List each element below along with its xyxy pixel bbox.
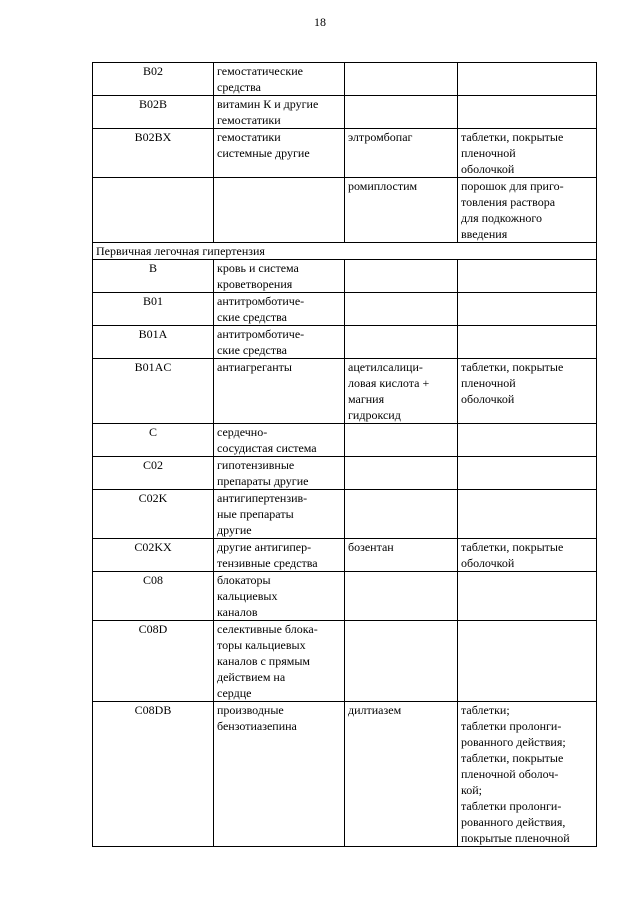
section-row: [93, 243, 597, 260]
table-row: [93, 326, 597, 359]
drug-name-cell: [345, 293, 458, 326]
atc-code-cell: C02KX: [93, 539, 214, 572]
drug-name-cell: [345, 96, 458, 129]
drug-table: [92, 62, 597, 847]
dosage-form-cell: таблетки; таблетки пролонги- рованного действия; таблетки, покрытые пленочной оболоч- кой; таблетки пролонги- рованного действия, покрытые пленочной: [458, 702, 597, 847]
dosage-form-cell: [458, 63, 597, 96]
table-row: [93, 457, 597, 490]
dosage-form-cell: [458, 260, 597, 293]
table-row: [93, 490, 597, 539]
table-row: [93, 359, 597, 424]
table-row: [93, 96, 597, 129]
dosage-form-cell: [458, 293, 597, 326]
dosage-form-cell: [458, 326, 597, 359]
drug-name-cell: дилтиазем: [345, 702, 458, 847]
atc-code-cell: [93, 178, 214, 243]
drug-name-cell: [345, 490, 458, 539]
dosage-form-cell: [458, 424, 597, 457]
atc-code-cell: B02BX: [93, 129, 214, 178]
drug-name-cell: бозентан: [345, 539, 458, 572]
drug-name-cell: [345, 572, 458, 621]
table-row: [93, 539, 597, 572]
drug-table-body: [93, 63, 597, 847]
page-number: 18: [314, 15, 326, 29]
dosage-form-cell: порошок для приго- товления раствора для подкожного введения: [458, 178, 597, 243]
table-row: [93, 572, 597, 621]
atc-code-cell: C08: [93, 572, 214, 621]
group-name-cell: витамин К и другие гемостатики: [214, 96, 345, 129]
group-name-cell: гипотензивные препараты другие: [214, 457, 345, 490]
drug-name-cell: [345, 457, 458, 490]
atc-code-cell: B02B: [93, 96, 214, 129]
group-name-cell: гемостатические средства: [214, 63, 345, 96]
dosage-form-cell: таблетки, покрытые пленочной оболочкой: [458, 359, 597, 424]
group-name-cell: [214, 178, 345, 243]
atc-code-cell: C02K: [93, 490, 214, 539]
table-row: [93, 129, 597, 178]
drug-name-cell: элтромбопаг: [345, 129, 458, 178]
group-name-cell: сердечно- сосудистая система: [214, 424, 345, 457]
table-row: [93, 621, 597, 702]
group-name-cell: гемостатики системные другие: [214, 129, 345, 178]
table-row: [93, 702, 597, 847]
atc-code-cell: C02: [93, 457, 214, 490]
group-name-cell: антиагреганты: [214, 359, 345, 424]
drug-name-cell: [345, 424, 458, 457]
atc-code-cell: B01AC: [93, 359, 214, 424]
dosage-form-cell: [458, 621, 597, 702]
group-name-cell: кровь и система кроветворения: [214, 260, 345, 293]
dosage-form-cell: [458, 490, 597, 539]
drug-name-cell: [345, 621, 458, 702]
table-row: [93, 260, 597, 293]
drug-name-cell: [345, 326, 458, 359]
dosage-form-cell: [458, 572, 597, 621]
group-name-cell: другие антигипер- тензивные средства: [214, 539, 345, 572]
table-row: [93, 424, 597, 457]
atc-code-cell: B02: [93, 63, 214, 96]
table-row: [93, 63, 597, 96]
group-name-cell: блокаторы кальциевых каналов: [214, 572, 345, 621]
dosage-form-cell: таблетки, покрытые оболочкой: [458, 539, 597, 572]
section-title: Первичная легочная гипертензия: [93, 243, 597, 260]
group-name-cell: антитромботиче- ские средства: [214, 326, 345, 359]
group-name-cell: антигипертензив- ные препараты другие: [214, 490, 345, 539]
atc-code-cell: C08DB: [93, 702, 214, 847]
drug-name-cell: ацетилсалици- ловая кислота + магния гидроксид: [345, 359, 458, 424]
atc-code-cell: C: [93, 424, 214, 457]
atc-code-cell: B01A: [93, 326, 214, 359]
group-name-cell: селективные блока- торы кальциевых каналов с прямым действием на сердце: [214, 621, 345, 702]
group-name-cell: производные бензотиазепина: [214, 702, 345, 847]
table-row: [93, 178, 597, 243]
dosage-form-cell: [458, 96, 597, 129]
atc-code-cell: B: [93, 260, 214, 293]
table-row: [93, 293, 597, 326]
drug-name-cell: ромиплостим: [345, 178, 458, 243]
atc-code-cell: B01: [93, 293, 214, 326]
drug-name-cell: [345, 260, 458, 293]
drug-name-cell: [345, 63, 458, 96]
dosage-form-cell: таблетки, покрытые пленочной оболочкой: [458, 129, 597, 178]
atc-code-cell: C08D: [93, 621, 214, 702]
dosage-form-cell: [458, 457, 597, 490]
group-name-cell: антитромботиче- ские средства: [214, 293, 345, 326]
